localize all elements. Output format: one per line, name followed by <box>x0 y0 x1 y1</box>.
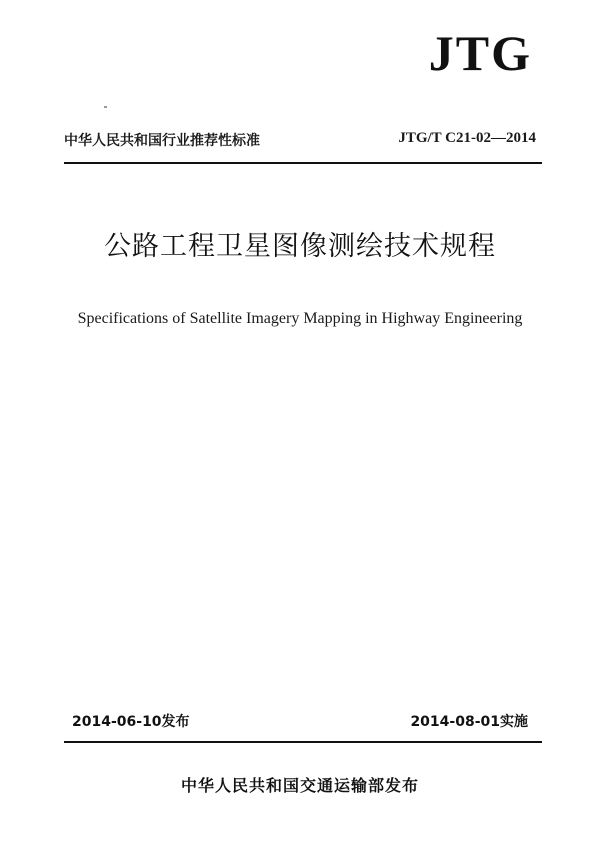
implementation-date: 2014-08-01实施 <box>410 714 528 730</box>
title-english: Specifications of Satellite Imagery Mapping in Highway Engineering <box>77 310 523 327</box>
header-row <box>64 130 536 156</box>
jtg-logo: JTG <box>428 25 532 81</box>
issue-date: 2014-06-10发布 <box>72 714 190 730</box>
top-divider <box>64 162 542 164</box>
standard-code: JTG/T C21-02—2014 <box>398 130 536 146</box>
bottom-divider <box>64 741 542 743</box>
publisher: 中华人民共和国交通运输部发布 <box>180 776 419 795</box>
standard-type: 中华人民共和国行业推荐性标准 <box>64 133 260 149</box>
title-chinese: 公路工程卫星图像测绘技术规程 <box>104 231 496 262</box>
date-row <box>72 711 528 733</box>
scan-speck <box>104 106 107 108</box>
